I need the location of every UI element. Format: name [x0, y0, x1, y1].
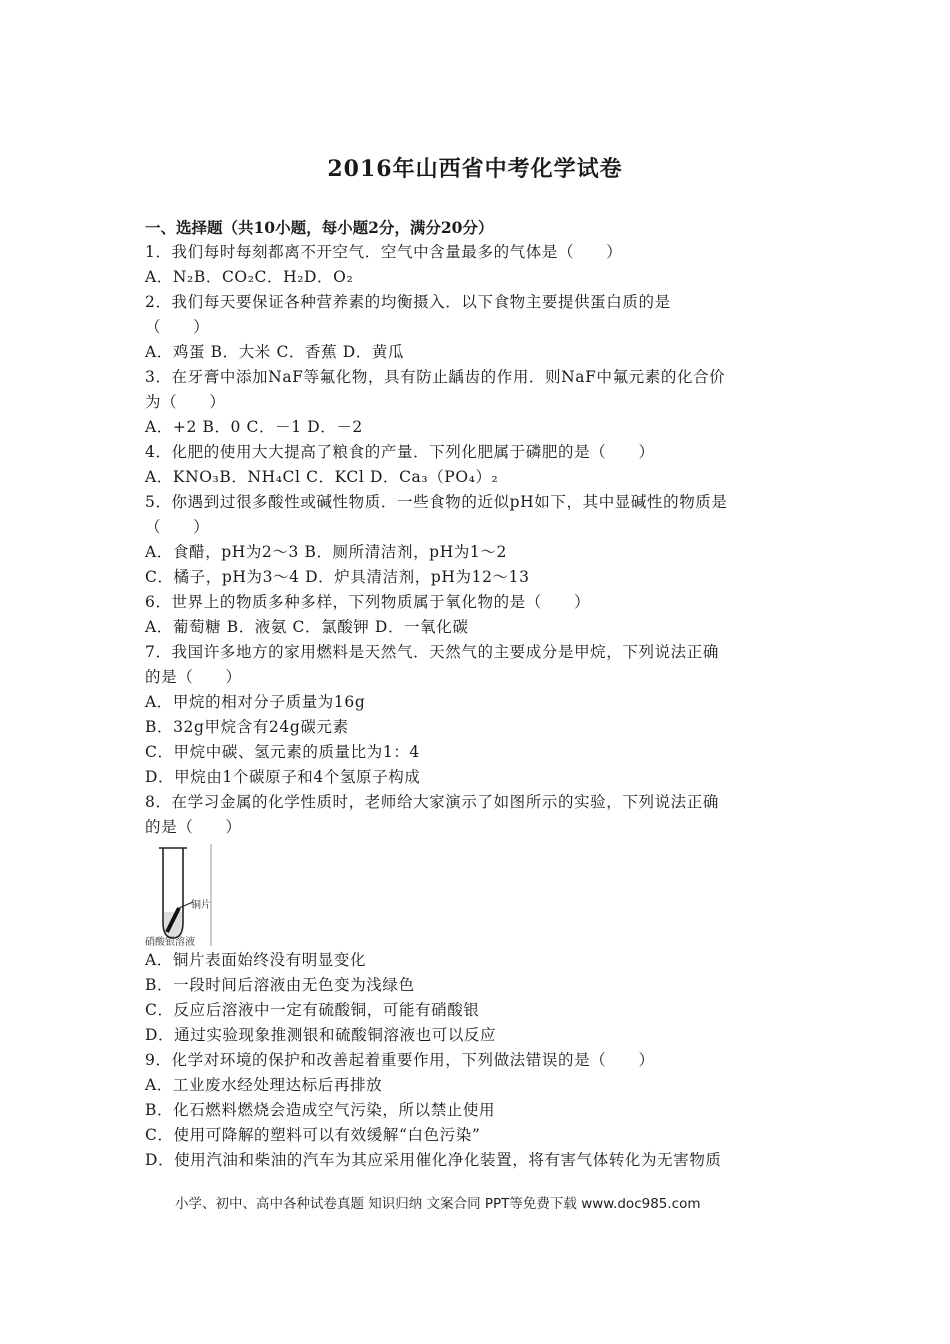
option-line: A．鸡蛋 B．大米 C．香蕉 D．黄瓜	[145, 343, 405, 361]
option-line: A．N₂B．CO₂C．H₂D．O₂	[145, 268, 354, 286]
option-line: D．通过实验现象推测银和硫酸铜溶液也可以反应	[145, 1026, 497, 1044]
question-line: 7．我国许多地方的家用燃料是天然气．天然气的主要成分是甲烷，下列说法正确	[145, 643, 719, 661]
option-line: A．工业废水经处理达标后再排放	[145, 1076, 383, 1094]
question-line: 5．你遇到过很多酸性或碱性物质．一些食物的近似pH如下，其中显碱性的物质是	[145, 493, 728, 511]
test-tube-figure	[145, 842, 215, 947]
copper-label: 铜片	[191, 900, 211, 911]
question-line: 8．在学习金属的化学性质时，老师给大家演示了如图所示的实验，下列说法正确	[145, 793, 719, 811]
option-line: B．一段时间后溶液由无色变为浅绿色	[145, 976, 415, 994]
question-line: （ ）	[145, 518, 210, 536]
question-line: 2．我们每天要保证各种营养素的均衡摄入．以下食物主要提供蛋白质的是	[145, 293, 671, 311]
question-block-1	[145, 240, 815, 840]
option-line: B．32g甲烷含有24g碳元素	[145, 718, 349, 736]
solution-label: 硝酸银溶液	[145, 937, 195, 948]
question-block-2	[145, 948, 815, 1173]
question-line: 为（ ）	[145, 393, 226, 411]
question-line: 的是（ ）	[145, 668, 242, 686]
question-line: 6．世界上的物质多种多样，下列物质属于氧化物的是（ ）	[145, 593, 591, 611]
page-footer: 小学、初中、高中各种试卷真题 知识归纳 文案合同 PPT等免费下载 www.doc985.com	[175, 1196, 701, 1212]
section-heading: 一、选择题（共10小题，每小题2分，满分20分）	[145, 218, 494, 237]
option-line: D．使用汽油和柴油的汽车为其应采用催化净化装置，将有害气体转化为无害物质	[145, 1151, 722, 1169]
option-line: A．葡萄糖 B．液氨 C．氯酸钾 D．一氧化碳	[145, 618, 469, 636]
option-line: C．甲烷中碳、氢元素的质量比为1：4	[145, 743, 420, 761]
option-line: A．食醋，pH为2～3 B．厕所清洁剂，pH为1～2	[145, 543, 507, 561]
option-line: A．KNO₃B．NH₄Cl C．KCl D．Ca₃（PO₄）₂	[145, 468, 499, 486]
option-line: C．橘子，pH为3～4 D．炉具清洁剂，pH为12～13	[145, 568, 530, 586]
option-line: A．+2 B．0 C．－1 D．－2	[145, 418, 363, 436]
question-line: 的是（ ）	[145, 818, 242, 836]
option-line: B．化石燃料燃烧会造成空气污染，所以禁止使用	[145, 1101, 496, 1119]
question-line: 9．化学对环境的保护和改善起着重要作用，下列做法错误的是（ ）	[145, 1051, 655, 1069]
question-line: 3．在牙膏中添加NaF等氟化物，具有防止龋齿的作用．则NaF中氟元素的化合价	[145, 368, 726, 386]
question-line: （ ）	[145, 318, 210, 336]
page-title: 2016年山西省中考化学试卷	[327, 156, 623, 182]
option-line: A．铜片表面始终没有明显变化	[145, 951, 367, 969]
exam-content	[145, 215, 815, 1173]
option-line: C．反应后溶液中一定有硫酸铜，可能有硝酸银	[145, 1001, 480, 1019]
question-line: 1．我们每时每刻都离不开空气．空气中含量最多的气体是（ ）	[145, 243, 623, 261]
test-tube-diagram	[145, 842, 215, 947]
option-line: C．使用可降解的塑料可以有效缓解“白色污染”	[145, 1126, 481, 1144]
option-line: A．甲烷的相对分子质量为16g	[145, 693, 366, 711]
question-line: 4．化肥的使用大大提高了粮食的产量．下列化肥属于磷肥的是（ ）	[145, 443, 655, 461]
option-line: D．甲烷由1个碳原子和4个氢原子构成	[145, 768, 421, 786]
